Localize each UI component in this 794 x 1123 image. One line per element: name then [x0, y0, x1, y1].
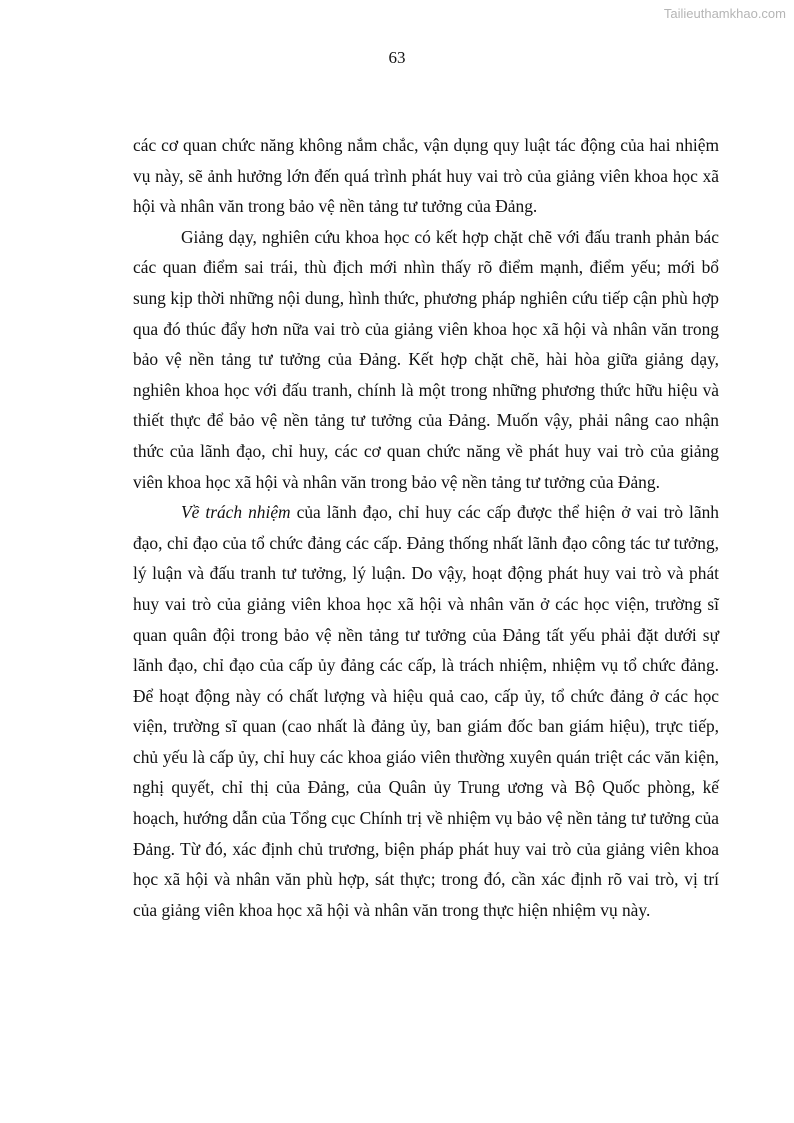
paragraph-responsibility-text: của lãnh đạo, chỉ huy các cấp được thể hiện ở vai trò lãnh đạo, chỉ đạo của tổ chức đảng các cấp. Đảng thống nhất lãnh đạo công tác tư tưởng, lý luận và đấu tranh tư tưởng, lý luận. Do vậy, hoạt động phát huy vai trò và phát huy vai trò của giảng viên khoa học xã hội và nhân văn ở các học viện, trường sĩ quan quân đội trong bảo vệ nền tảng tư tưởng của Đảng tất yếu phải đặt dưới sự lãnh đạo, chỉ đạo của cấp ủy đảng các cấp, là trách nhiệm, nhiệm vụ tổ chức đảng. Để hoạt động này có chất lượng và hiệu quả cao, cấp ủy, tổ chức đảng ở các học viện, trường sĩ quan (cao nhất là đảng ủy, ban giám đốc ban giám hiệu), trực tiếp, chủ yếu là cấp ủy, chỉ huy các khoa giáo viên thường xuyên quán triệt các văn kiện, nghị quyết, chỉ thị của Đảng, của Quân ủy Trung ương và Bộ Quốc phòng, kế hoạch, hướng dẫn của Tổng cục Chính trị về nhiệm vụ bảo vệ nền tảng tư tưởng của Đảng. Từ đó, xác định chủ trương, biện pháp phát huy vai trò của giảng viên khoa học xã hội và nhân văn phù hợp, sát thực; trong đó, cần xác định rõ vai trò, vị trí của giảng viên khoa học xã hội và nhân văn trong thực hiện nhiệm vụ này.	[133, 502, 720, 920]
page-number: 63	[388, 48, 406, 67]
italic-lead-phrase: Về trách nhiệm	[181, 502, 291, 523]
paragraph-continuation: các cơ quan chức năng không nắm chắc, vận dụng quy luật tác động của hai nhiệm vụ này, sẽ ảnh hưởng lớn đến quá trình phát huy vai trò của giảng viên khoa học xã hội và nhân văn trong bảo vệ nền tảng tư tưởng của Đảng.	[133, 135, 719, 217]
paragraph-teaching-research: Giảng dạy, nghiên cứu khoa học có kết hợp chặt chẽ với đấu tranh phản bác các quan điểm sai trái, thù địch mới nhìn thấy rõ điểm mạnh, điểm yếu; mới bổ sung kịp thời những nội dung, hình thức, phương pháp nghiên cứu tiếp cận phù hợp qua đó thúc đẩy hơn nữa vai trò của giảng viên khoa học xã hội và nhân văn trong bảo vệ nền tảng tư tưởng của Đảng. Kết hợp chặt chẽ, hài hòa giữa giảng dạy, nghiên khoa học với đấu tranh, chính là một trong những phương thức hữu hiệu và thiết thực để bảo vệ nền tảng tư tưởng của Đảng. Muốn vậy, phải nâng cao nhận thức của lãnh đạo, chỉ huy, các cơ quan chức năng về phát huy vai trò của giảng viên khoa học xã hội và nhân văn trong bảo vệ nền tảng tư tưởng của Đảng.	[133, 226, 719, 492]
paragraph-responsibility	[133, 497, 719, 925]
document-body	[133, 130, 719, 925]
watermark: Tailieuthamkhao.com	[663, 6, 786, 21]
